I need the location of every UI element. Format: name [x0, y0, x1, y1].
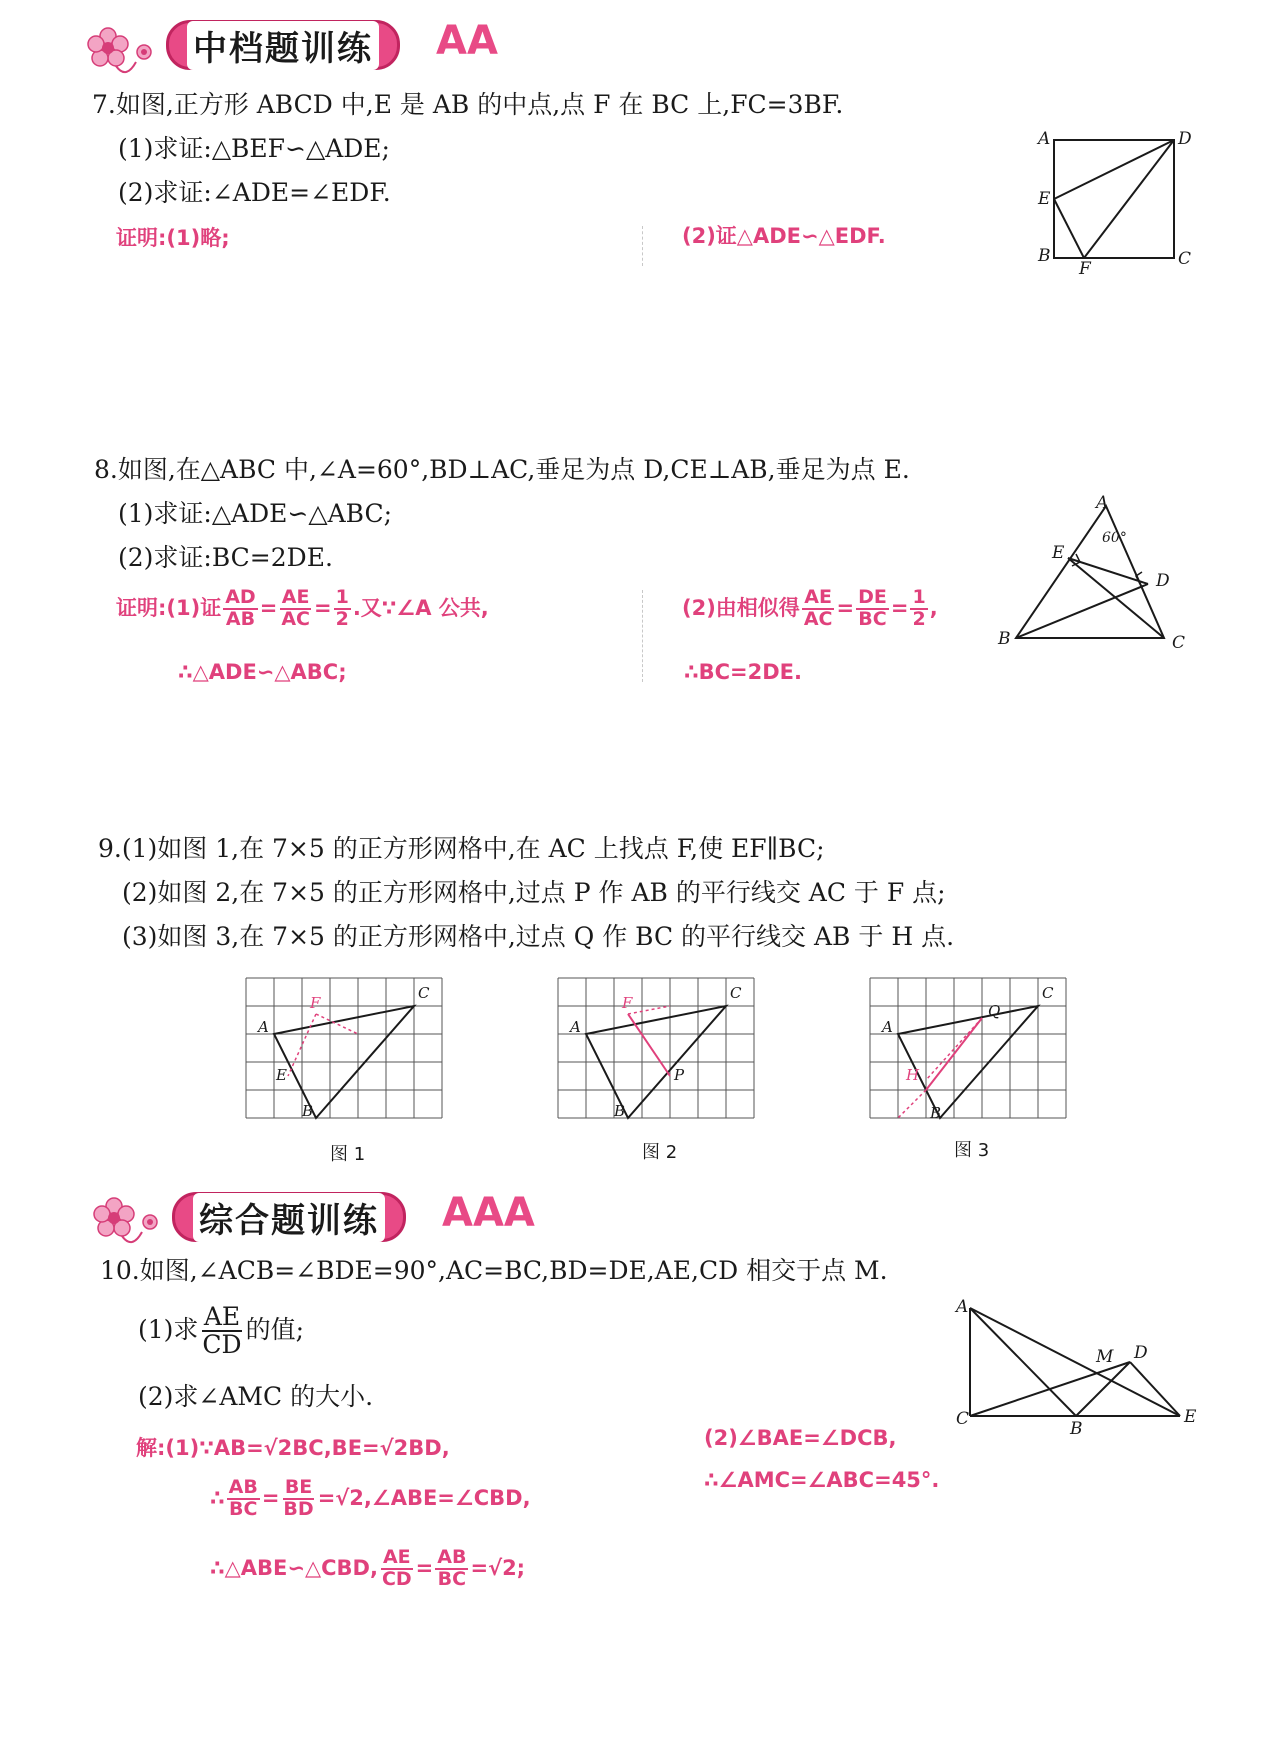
- q8-label-e: E: [1052, 543, 1065, 563]
- q10-part2: (2)求∠AMC 的大小.: [138, 1382, 374, 1411]
- equals-sign: =: [261, 1485, 280, 1510]
- fraction-denominator: 2: [912, 607, 926, 630]
- fraction-denominator: CD: [381, 1567, 412, 1590]
- q10-part1: [138, 1304, 304, 1359]
- fraction: [910, 588, 927, 630]
- section-banner-medium: [0, 14, 560, 70]
- q8-label-a: A: [1096, 494, 1109, 513]
- q10-part1-prefix: (1)求: [138, 1314, 199, 1344]
- section-title-pill: [166, 20, 400, 70]
- q7-figure: [1030, 124, 1200, 274]
- q8-label-c: C: [1172, 633, 1186, 653]
- figure-1-caption: 图 1: [330, 1144, 366, 1165]
- q7-label-b: B: [1038, 246, 1051, 266]
- fraction-numerator: AB: [437, 1546, 467, 1568]
- fraction-numerator: AB: [228, 1476, 258, 1498]
- q9-figure-3: [860, 968, 1080, 1128]
- equals-sign: =: [313, 595, 332, 620]
- fraction: [435, 1548, 468, 1590]
- fig3-label-b: B: [930, 1104, 942, 1122]
- fraction-denominator: BC: [229, 1497, 258, 1520]
- q7-answer2: (2)证△ADE∽△EDF.: [682, 224, 886, 248]
- fig2-label-a: A: [570, 1018, 581, 1036]
- column-divider: [642, 226, 643, 266]
- q8-answer1-line2: ∴△ADE∽△ABC;: [178, 660, 347, 684]
- q10-answer2-line1: (2)∠BAE=∠DCB,: [704, 1426, 897, 1450]
- equals-sign: =: [890, 595, 909, 620]
- q10-label-m: M: [1096, 1347, 1114, 1367]
- fraction: [227, 1478, 260, 1520]
- q9-part2: (2)如图 2,在 7×5 的正方形网格中,过点 P 作 AB 的平行线交 AC 于 F 点;: [122, 878, 946, 907]
- equals-sign: =: [415, 1555, 434, 1580]
- q8-label-d: D: [1156, 571, 1170, 591]
- section-banner-comprehensive: [6, 1186, 566, 1242]
- q8-answer2-line1: [682, 588, 938, 630]
- fig1-label-c: C: [418, 984, 430, 1002]
- q10-answer1-line2: [210, 1478, 531, 1520]
- section-title: 综合题训练: [193, 1193, 385, 1242]
- q7-part2: (2)求证:∠ADE=∠EDF.: [118, 178, 391, 207]
- q9-figure-2: [548, 968, 768, 1128]
- q8-label-b: B: [998, 629, 1011, 649]
- fig2-label-p: P: [674, 1066, 685, 1084]
- q7-label-e: E: [1038, 189, 1051, 209]
- fraction: [223, 588, 257, 630]
- fig3-label-q: Q: [988, 1002, 1001, 1020]
- fraction: [200, 1304, 243, 1359]
- q8-stem: 8.如图,在△ABC 中,∠A=60°,BD⊥AC,垂足为点 D,CE⊥AB,垂足为点 E.: [94, 455, 910, 484]
- q9-figure-1: [236, 968, 456, 1128]
- q7-part1: (1)求证:△BEF∽△ADE;: [118, 134, 390, 163]
- q10-label-d: D: [1134, 1343, 1148, 1363]
- fig3-label-c: C: [1042, 984, 1054, 1002]
- fraction-numerator: AD: [225, 586, 256, 608]
- q8-figure: [996, 494, 1196, 654]
- q8-ans2-prefix: (2)由相似得: [682, 595, 800, 620]
- fraction: [802, 588, 835, 630]
- fraction-denominator: BC: [858, 607, 887, 630]
- fraction-denominator: AB: [225, 607, 256, 630]
- q10-answer1-line3: [210, 1548, 525, 1590]
- fraction-denominator: CD: [202, 1330, 242, 1360]
- q9-part3: (3)如图 3,在 7×5 的正方形网格中,过点 Q 作 BC 的平行线交 AB 于 H 点.: [122, 922, 955, 951]
- q10-part1-suffix: 的值;: [245, 1314, 305, 1344]
- q8-answer1-line1: [116, 588, 489, 630]
- fraction-denominator: 2: [335, 607, 349, 630]
- fraction-denominator: AC: [803, 607, 833, 630]
- q10-line3-suffix: =√2;: [470, 1555, 526, 1580]
- fig2-label-c: C: [730, 984, 742, 1002]
- q10-answer2-line2: ∴∠AMC=∠ABC=45°.: [704, 1468, 940, 1492]
- q10-stem: 10.如图,∠ACB=∠BDE=90°,AC=BC,BD=DE,AE,CD 相交于点 M.: [100, 1256, 888, 1285]
- fraction-denominator: BD: [283, 1497, 314, 1520]
- q8-angle-label: 60°: [1102, 530, 1127, 546]
- section-title: 中档题训练: [187, 21, 379, 70]
- section-title-pill: [172, 1192, 406, 1242]
- fraction: [281, 1478, 315, 1520]
- q8-answer2-line2: ∴BC=2DE.: [684, 660, 802, 684]
- fraction: [334, 588, 351, 630]
- fraction-numerator: AE: [382, 1546, 411, 1568]
- flower-icon: [92, 1192, 172, 1252]
- q7-label-d: D: [1178, 129, 1192, 149]
- fraction-numerator: DE: [858, 586, 887, 608]
- fraction: [380, 1548, 414, 1590]
- fraction-denominator: AC: [281, 607, 310, 630]
- q10-label-a: A: [956, 1297, 969, 1317]
- fig2-label-f: F: [622, 994, 633, 1012]
- equals-sign: =: [836, 595, 855, 620]
- q10-line2-suffix: =√2,∠ABE=∠CBD,: [317, 1485, 531, 1510]
- q10-line3-prefix: ∴△ABE∽△CBD,: [210, 1555, 378, 1580]
- difficulty-level: AAA: [442, 1190, 535, 1236]
- column-divider: [642, 590, 643, 682]
- difficulty-level: AA: [436, 18, 498, 64]
- q7-label-f: F: [1079, 259, 1091, 274]
- fraction-numerator: AE: [804, 586, 832, 608]
- fig3-label-h: H: [906, 1066, 920, 1084]
- fig1-label-f: F: [310, 994, 321, 1012]
- fig1-label-b: B: [302, 1102, 314, 1120]
- q10-figure: [944, 1296, 1204, 1436]
- fraction: [856, 588, 889, 630]
- q8-ans2-suffix: ,: [929, 595, 938, 620]
- q8-ans1-prefix: 证明:(1)证: [116, 595, 222, 620]
- q7-label-c: C: [1178, 249, 1192, 269]
- fraction-denominator: BC: [437, 1567, 467, 1590]
- fig3-label-a: A: [882, 1018, 893, 1036]
- q10-label-b: B: [1070, 1419, 1083, 1436]
- fig1-label-a: A: [258, 1018, 269, 1036]
- q9-part1: 9.(1)如图 1,在 7×5 的正方形网格中,在 AC 上找点 F,使 EF∥BC;: [98, 834, 825, 863]
- figure-3-caption: 图 3: [954, 1140, 990, 1161]
- fig1-label-e: E: [276, 1066, 287, 1084]
- q7-stem: 7.如图,正方形 ABCD 中,E 是 AB 的中点,点 F 在 BC 上,FC=3BF.: [92, 90, 844, 119]
- q7-label-a: A: [1038, 129, 1051, 149]
- equals-sign: =: [259, 595, 278, 620]
- figure-2-caption: 图 2: [642, 1142, 678, 1163]
- fig2-label-b: B: [614, 1102, 626, 1120]
- therefore-symbol: ∴: [210, 1485, 225, 1510]
- flower-icon: [86, 22, 166, 82]
- q7-answer1: 证明:(1)略;: [116, 226, 230, 250]
- q8-ans1-suffix: .又∵∠A 公共,: [352, 595, 489, 620]
- fraction-numerator: BE: [284, 1476, 313, 1498]
- fraction: [279, 588, 312, 630]
- q8-part2: (2)求证:BC=2DE.: [118, 543, 333, 572]
- fraction-numerator: AE: [281, 586, 310, 608]
- q10-label-e: E: [1184, 1407, 1197, 1427]
- q8-part1: (1)求证:△ADE∽△ABC;: [118, 499, 393, 528]
- fraction-numerator: 1: [912, 586, 926, 608]
- fraction-numerator: AE: [203, 1302, 241, 1331]
- q10-label-c: C: [956, 1409, 970, 1429]
- fraction-numerator: 1: [335, 586, 349, 608]
- q10-answer1-line1: 解:(1)∵AB=√2BC,BE=√2BD,: [136, 1436, 450, 1460]
